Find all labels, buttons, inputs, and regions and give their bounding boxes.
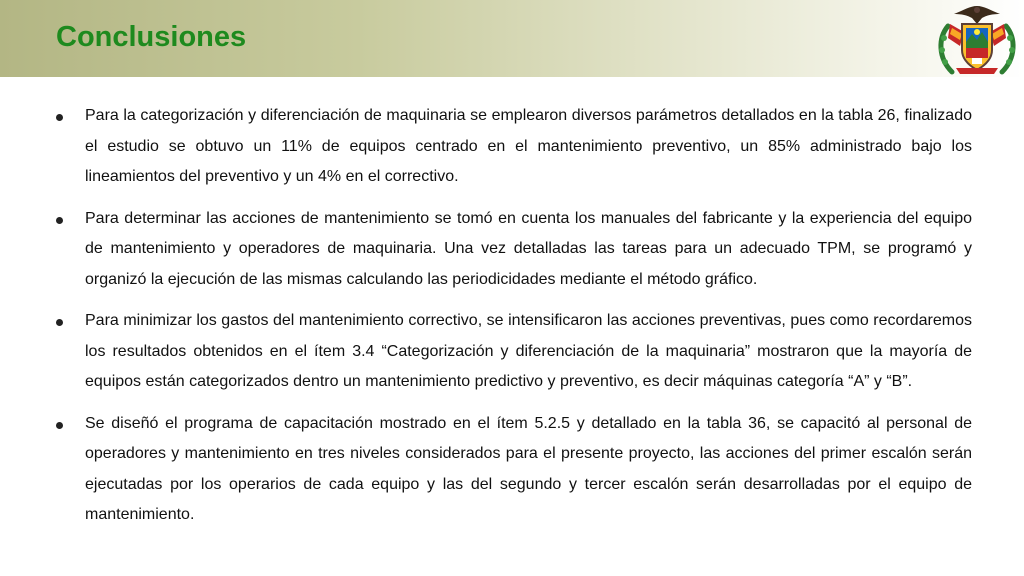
list-item-text: Para minimizar los gastos del mantenimiento correctivo, se intensificaron las acciones preventivas, pues como recordaremos los resultados obtenidos en el ítem 3.4 “Categorización y diferenciación de la maquinaria” mostraron que la mayoría de equipos están categorizados dentro un mantenimiento predictivo y preventivo, es decir máquinas categoría “A” y “B”.: [85, 312, 972, 390]
conclusions-list: [56, 101, 972, 542]
list-item: [56, 204, 972, 296]
list-item-text: Para la categorización y diferenciación de maquinaria se emplearon diversos parámetros detallados en la tabla 26, finalizado el estudio se obtuvo un 11% de equipos centrado en el mantenimiento preventivo, un 85% administrado bajo los lineamientos del preventivo y un 4% en el correctivo.: [85, 107, 972, 185]
bullet-icon: [56, 319, 63, 326]
bullet-icon: [56, 217, 63, 224]
page-title: Conclusiones: [56, 21, 247, 53]
list-item: [56, 101, 972, 193]
list-item-text: Se diseñó el programa de capacitación mostrado en el ítem 5.2.5 y detallado en la tabla 36, se capacitó al personal de operadores y mantenimiento en tres niveles considerados para el presente proyecto, las acciones del primer escalón serán ejecutadas por los operarios de cada equipo y las del segundo y tercer escalón serán desarrolladas por el equipo de mantenimiento.: [85, 414, 972, 523]
list-item: [56, 306, 972, 398]
list-item-text: Para determinar las acciones de mantenimiento se tomó en cuenta los manuales del fabricante y la experiencia del equipo de mantenimiento y operadores de maquinaria. Una vez detalladas las tareas para un adecuado TPM, se programó y organizó la ejecución de las mismas calculando las periodicidades mediante el método gráfico.: [85, 209, 972, 288]
bullet-icon: [56, 422, 63, 429]
coat-of-arms-icon: [934, 2, 1020, 78]
bullet-icon: [56, 114, 63, 121]
list-item: [56, 409, 972, 531]
